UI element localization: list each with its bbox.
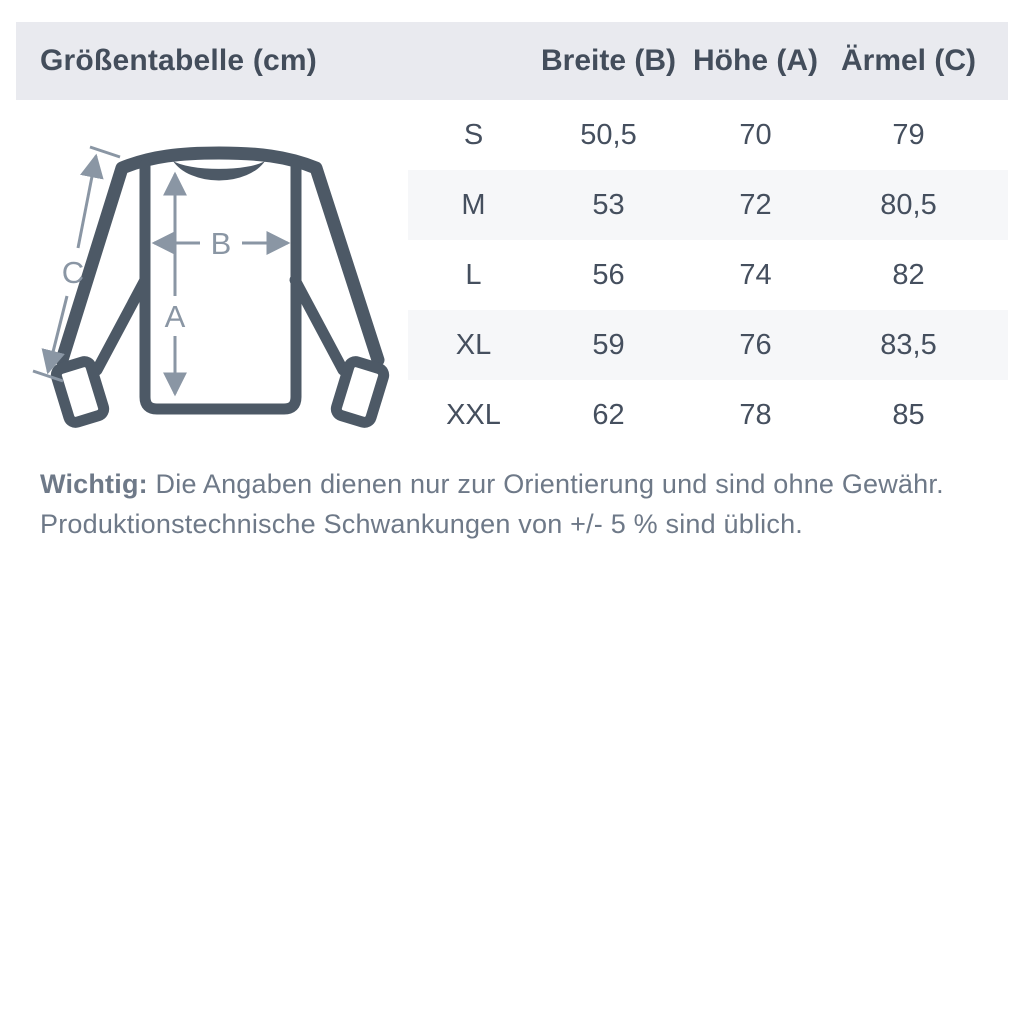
table-body: [16, 100, 1008, 450]
sweater-outline: [55, 153, 386, 424]
cell-breite: 59: [592, 328, 625, 361]
page-title: Größentabelle (cm): [40, 44, 317, 77]
sweater-measurement-icon: [16, 120, 408, 450]
cell-size: XL: [455, 328, 492, 361]
disclaimer-text-1: Die Angaben dienen nur zur Orientierung und sind ohne Gewähr.: [155, 469, 944, 499]
cell-breite: 53: [592, 188, 625, 221]
column-header-breite: Breite (B): [540, 44, 676, 77]
cell-hoehe: 76: [739, 328, 772, 361]
neckline-shape: [173, 161, 265, 180]
size-chart-panel: [16, 22, 1008, 544]
cell-aermel: 82: [892, 258, 925, 291]
disclaimer-line-2: Produktionstechnische Schwankungen von +/- 5 % sind üblich.: [40, 509, 804, 539]
table-row: [408, 100, 1008, 170]
table-header: [16, 22, 1008, 100]
cell-size: S: [463, 118, 484, 151]
cell-size: L: [465, 258, 482, 291]
label-b: B: [210, 226, 232, 261]
column-header-aermel: Ärmel (C): [840, 44, 976, 77]
cell-hoehe: 74: [739, 258, 772, 291]
cell-breite: 56: [592, 258, 625, 291]
cell-aermel: 80,5: [880, 188, 937, 221]
table-row: [408, 240, 1008, 310]
cell-aermel: 85: [892, 398, 925, 431]
cell-breite: 50,5: [580, 118, 637, 151]
disclaimer-line-1: [40, 464, 1008, 504]
table-row: [408, 380, 1008, 450]
cell-breite: 62: [592, 398, 625, 431]
cell-size: XXL: [446, 398, 501, 431]
cell-aermel: 83,5: [880, 328, 937, 361]
cell-hoehe: 78: [739, 398, 772, 431]
table-row: [408, 170, 1008, 240]
disclaimer-label: Wichtig:: [40, 469, 148, 499]
size-rows: [408, 100, 1008, 450]
cell-size: M: [461, 188, 486, 221]
table-row: [408, 310, 1008, 380]
label-a: A: [164, 299, 186, 334]
cell-hoehe: 72: [739, 188, 772, 221]
sweater-diagram: [16, 100, 408, 450]
label-c: C: [61, 255, 85, 290]
cell-aermel: 79: [892, 118, 925, 151]
column-header-hoehe: Höhe (A): [693, 44, 818, 77]
disclaimer-note: [40, 464, 1008, 544]
cell-hoehe: 70: [739, 118, 772, 151]
